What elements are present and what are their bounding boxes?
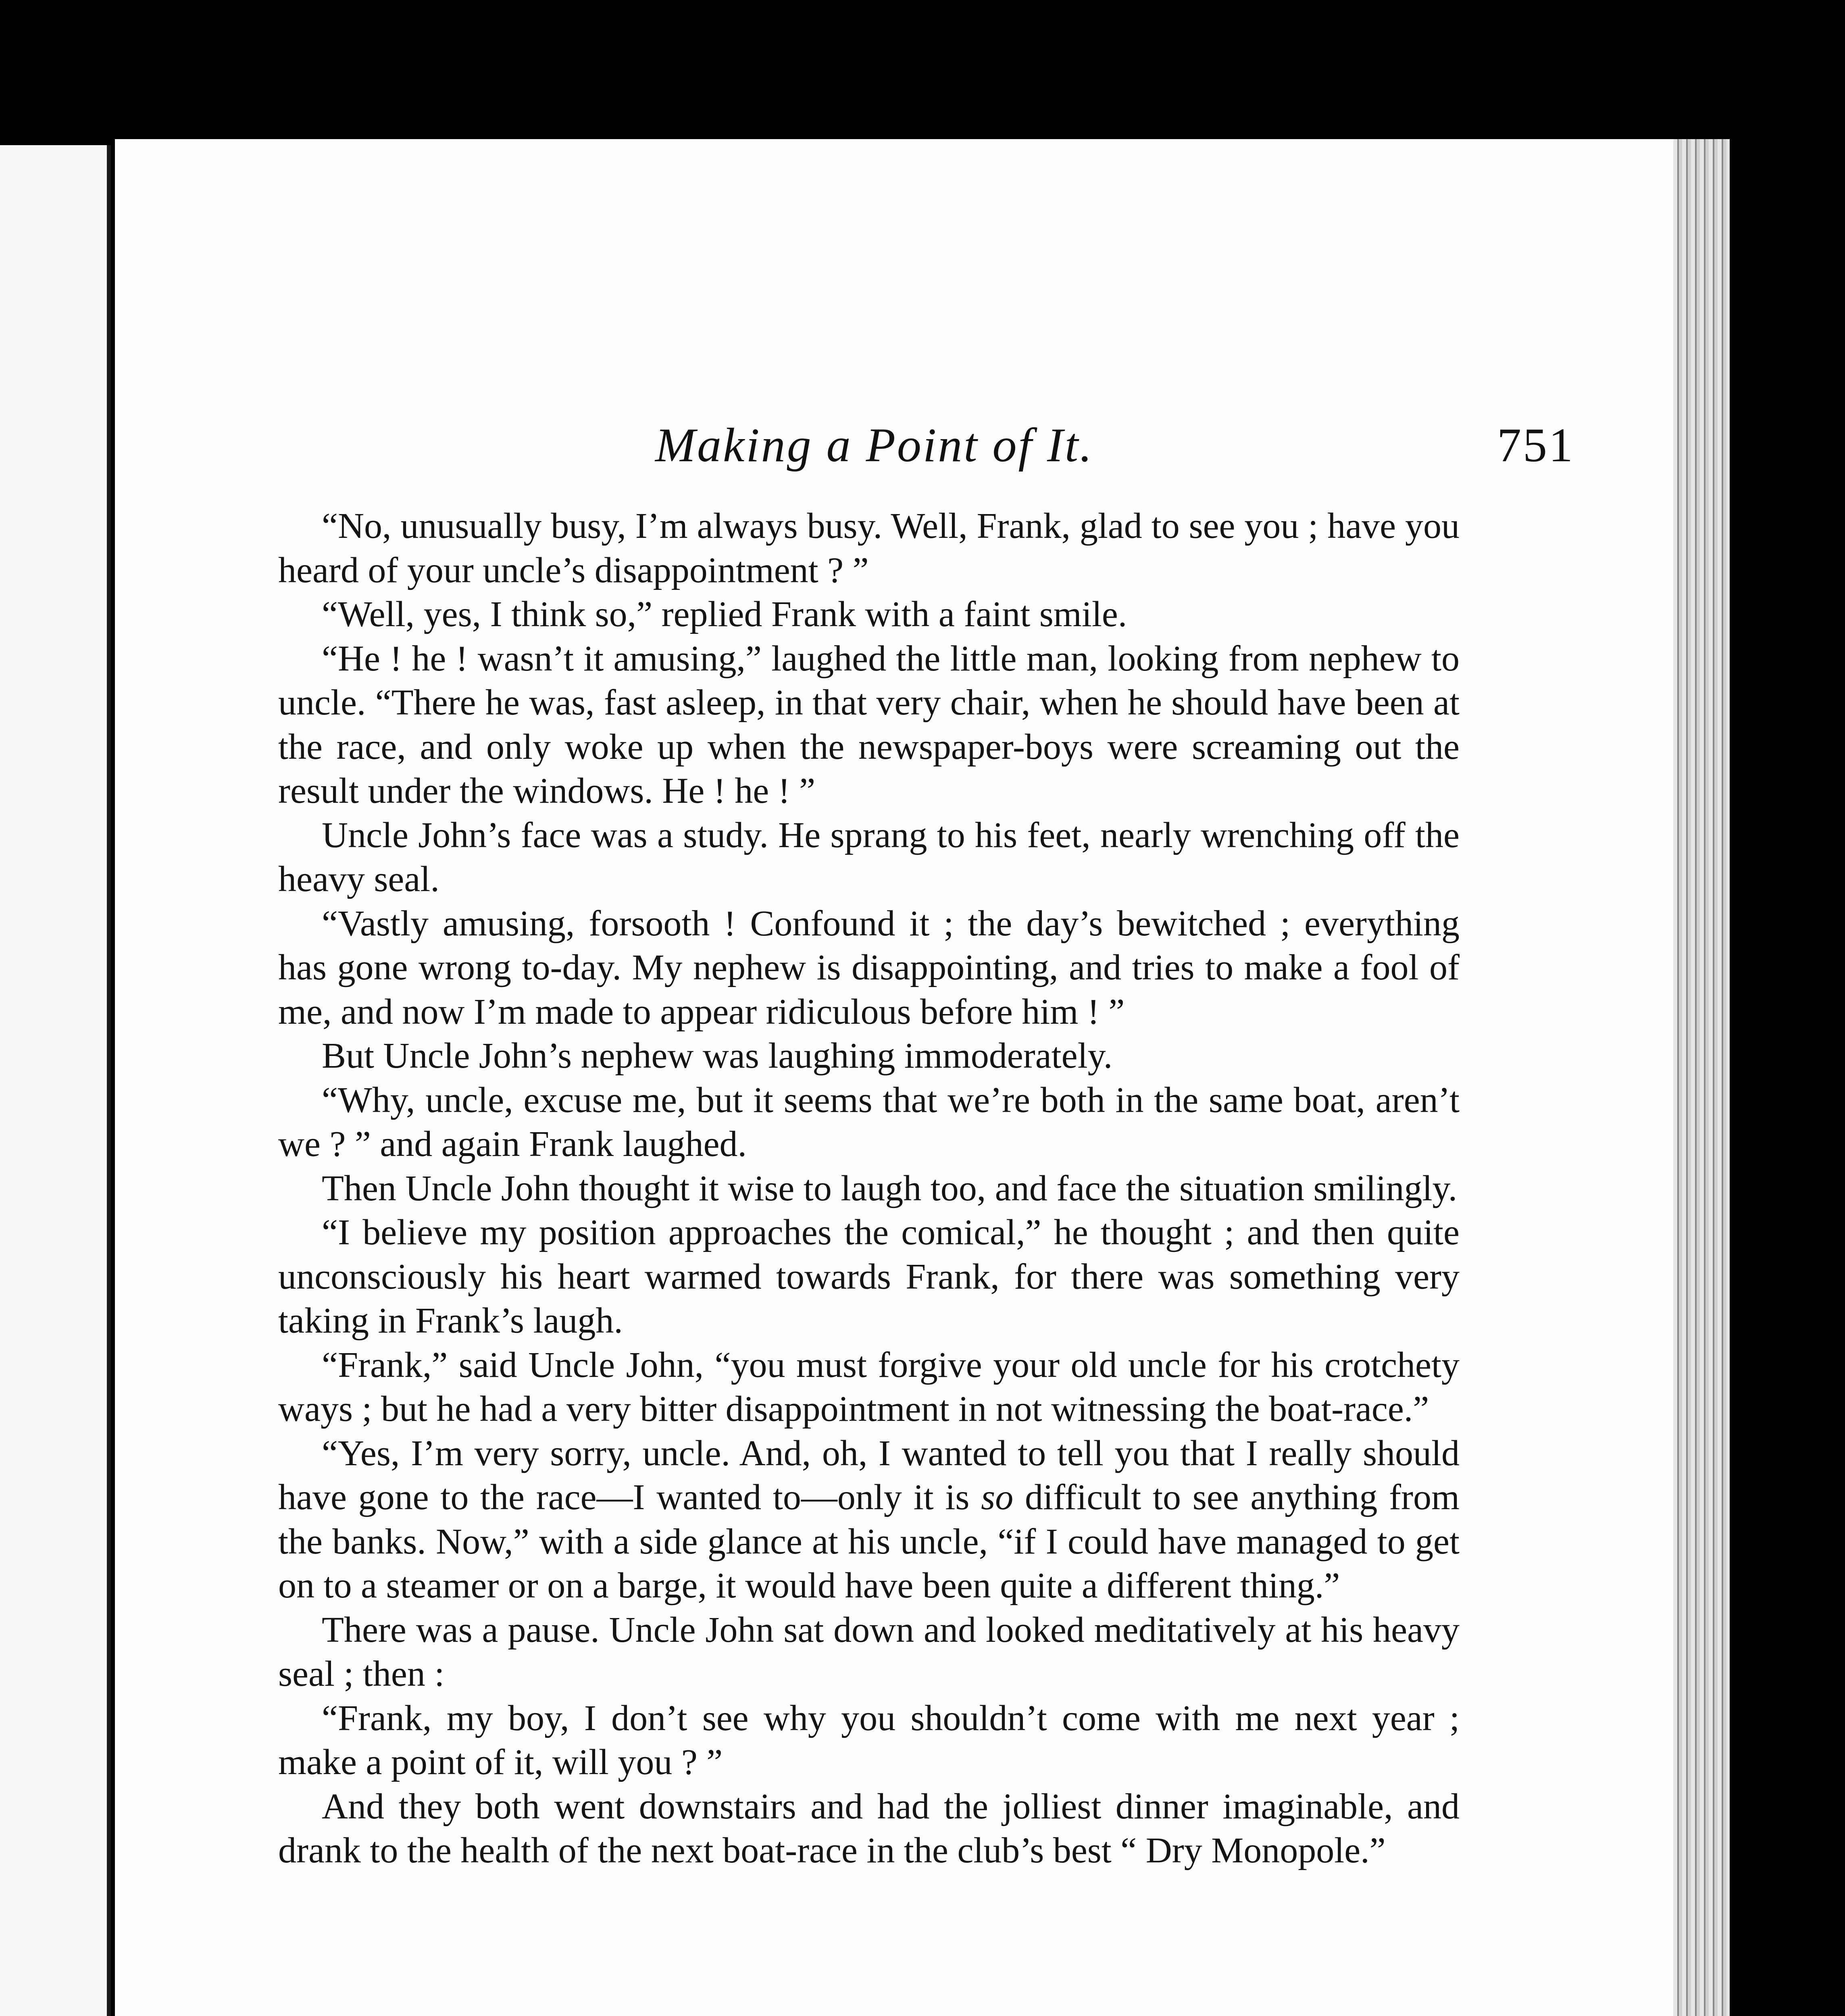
paragraph: “No, unusually busy, I’m always busy. Well, Frank, glad to see you ; have you heard of your uncle’s disappointment ? ” xyxy=(278,506,1460,590)
paragraph: Then Uncle John thought it wise to laugh too, and face the situation smilingly. xyxy=(322,1168,1458,1208)
running-head xyxy=(115,417,1574,482)
paragraph: “He ! he ! wasn’t it amusing,” laughed the little man, looking from nephew to uncle. “There he was, fast asleep, in that very chair, when he should have been at the race, and only woke up when the newspaper-boys were screaming out the result under the windows. He ! he ! ” xyxy=(278,638,1460,811)
paragraph-part: “if I could have managed to get on to a steamer or on a barge, it would have been quite a different thing.” xyxy=(278,1521,1460,1606)
italic-emphasis: so xyxy=(981,1477,1014,1517)
paragraph: “Frank, my boy, I don’t see why you shouldn’t come with me next year ; make a point of it, will you ? ” xyxy=(278,1698,1460,1782)
page-number: 751 xyxy=(1497,418,1574,472)
facing-page-edge xyxy=(0,145,111,2016)
body-text xyxy=(278,504,1460,1873)
page-stack-edges xyxy=(1673,139,1730,2016)
paragraph-part: “Yes, I’m very sorry, uncle. And, oh, I wanted to tell you that I really should have gone to the race—I wanted to—only it is xyxy=(278,1433,1460,1517)
paragraph: “Well, yes, I think so,” replied Frank with a faint smile. xyxy=(322,594,1127,634)
paragraph-part: difficult to see anything from the banks. Now,” with a side glance at his uncle, xyxy=(278,1477,1460,1562)
paragraph: “Vastly amusing, forsooth ! Confound it ; the day’s bewitched ; everything has gone wrong to-day. My nephew is disappointing, and tries to make a fool of me, and now I’m made to appear ridiculous before him ! ” xyxy=(278,903,1460,1032)
paragraph: “I believe my position approaches the comical,” he thought ; and then quite unconsciously his heart warmed towards Frank, for there was something very taking in Frank’s laugh. xyxy=(278,1212,1460,1341)
paragraph: “Frank,” said Uncle John, “you must forgive your old uncle for his crotchety ways ; but he had a very bitter disappointment in not witnessing the boat-race.” xyxy=(278,1345,1460,1429)
running-title: Making a Point of It. xyxy=(655,418,1094,472)
book-page xyxy=(115,139,1695,2016)
paragraph: And they both went downstairs and had the jolliest dinner imaginable, and drank to the health of the next boat-race in the club’s best “ Dry Monopole.” xyxy=(278,1786,1460,1870)
paragraph xyxy=(278,1431,1460,1608)
paragraph: “Why, uncle, excuse me, but it seems that we’re both in the same boat, aren’t we ? ” and again Frank laughed. xyxy=(278,1080,1460,1164)
paragraph: Uncle John’s face was a study. He sprang to his feet, nearly wrenching off the heavy seal. xyxy=(278,815,1460,899)
paragraph: There was a pause. Uncle John sat down and looked meditatively at his heavy seal ; then : xyxy=(278,1610,1460,1694)
paragraph: But Uncle John’s nephew was laughing immoderately. xyxy=(322,1036,1113,1076)
